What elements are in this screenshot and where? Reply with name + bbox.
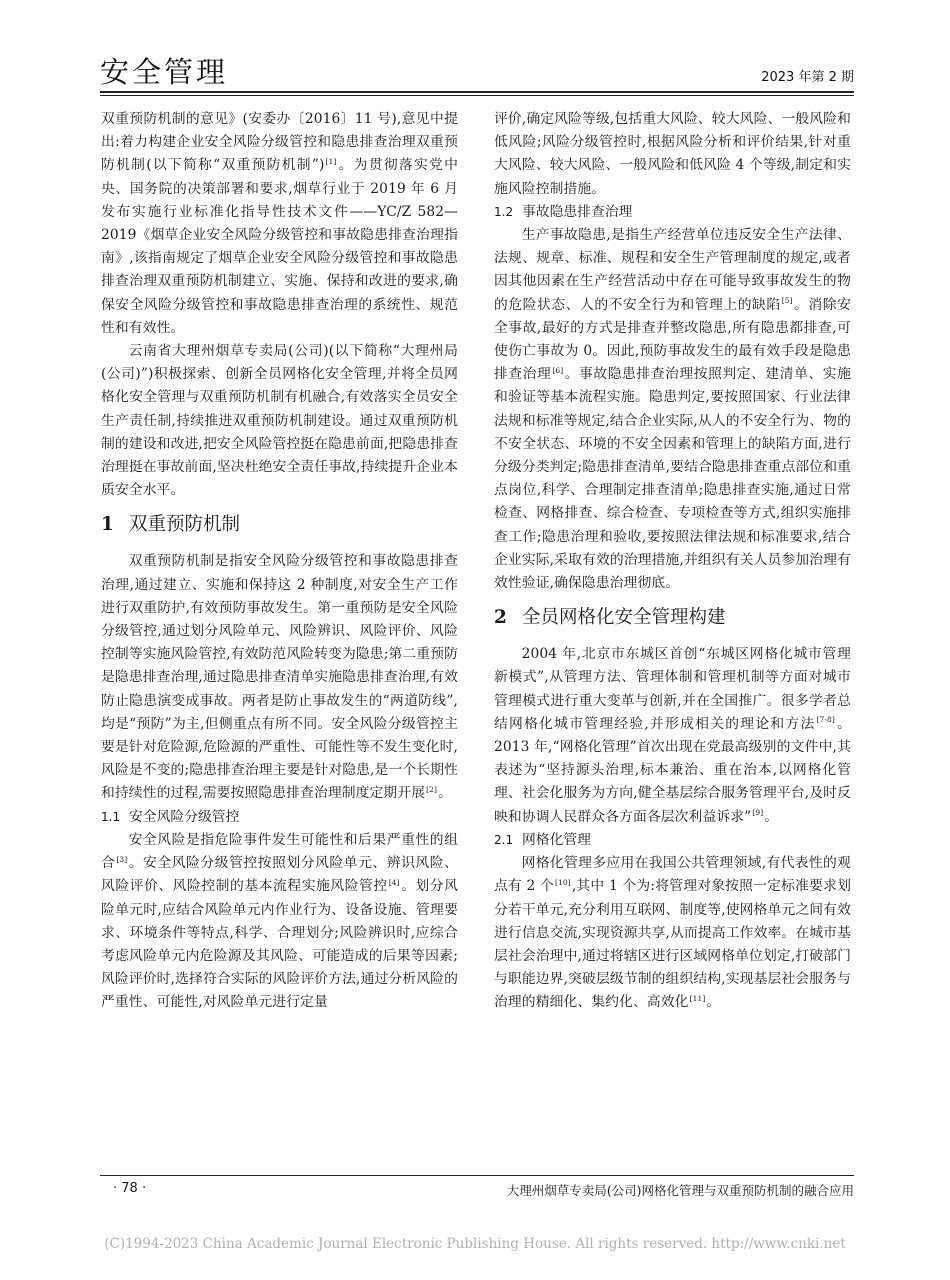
header-rule — [100, 91, 854, 93]
citation[interactable]: [3] — [116, 854, 128, 864]
page-number: · 78 · — [113, 1181, 147, 1196]
section-heading-2: 2 全员网格化安全管理构建 — [494, 607, 726, 629]
citation[interactable]: [9] — [752, 808, 764, 818]
citation[interactable]: [1] — [325, 156, 337, 166]
paragraph: 评价,确定风险等级,包括重大风险、较大风险、一般风险和低风险;风险分级管控时,根据风险分析和评价结果,针对重大风险、较大风险、一般风险和低风险 4 个等级,制定和实施风险控制措施。 — [494, 111, 851, 197]
header-rule-thin — [100, 95, 854, 96]
paragraph: 2004 年,北京市东城区首创“东城区网格化城市管理新模式”,从管理方法、管理体制和管理机制等方面对城市管理模式进行重大变革与创新,并在全国推广。很多学者总结网格化城市管理经验,并形成相关的理论和方法[7-8]。2013 年,“网格化管理”首次出现在党最高级别的文件中,其表述为“坚持源头治理,标本兼治、重在治本,以网格化管理、社会化服务为方向,健全基层综合服务管理平台,及时反映和协调人民群众各方面各层次利益诉求”[9]。 — [494, 646, 851, 825]
citation[interactable]: [10] — [555, 877, 571, 887]
subsection-heading-2-1: 2.1 网格化管理 — [494, 831, 591, 848]
paragraph: 双重预防机制的意见》(安委办〔2016〕11 号),意见中提出:着力构建企业安全风险分级管控和隐患排查治理双重预防机制(以下简称“双重预防机制”)[1]。为贯彻落实党中央、国务院的决策部署和要求,烟草行业于 2019 年 6 月发布实施行业标准化指导性技术文件——YC/Z 582—2019《烟草企业安全风险分级管控和事故隐患排查治理指南》,该指南规定了烟草企业安全风险分级管控和事故隐患排查治理双重预防机制建立、实施、保持和改进的要求,确保安全风险分级管控和事故隐患排查治理的系统性、规范性和有效性。 — [101, 111, 458, 336]
journal-title: 安全管理 — [100, 55, 229, 89]
paragraph: 云南省大理州烟草专卖局(公司)(以下简称“大理州局(公司)”)积极探索、创新全员网格化安全管理,并将全员网格化安全管理与双重预防机制有机融合,有效落实全员安全生产责任制,持续推进双重预防机制建设。通过双重预防机制的建设和改进,把安全风险管控挺在隐患前面,把隐患排查治理挺在事故前面,坚决杜绝安全责任事故,持续提升企业本质安全水平。 — [101, 343, 458, 499]
citation[interactable]: [7-8] — [816, 715, 835, 725]
subsection-heading-1-1: 1.1 安全风险分级管控 — [101, 808, 240, 825]
copyright-notice: (C)1994-2023 China Academic Journal Electronic Publishing House. All rights reserved. http://www.cnki.net — [104, 1236, 846, 1252]
right-column — [494, 108, 851, 1015]
paragraph: 安全风险是指危险事件发生可能性和后果严重性的组合[3]。安全风险分级管控按照划分风险单元、辨识风险、风险评价、风险控制的基本流程实施风险管控[4]。划分风险单元时,应结合风险单元内作业行为、设备设施、管理要求、环境条件等特点,科学、合理划分;风险辨识时,应综合考虑风险单元内危险源及其风险、可能造成的后果等因素;风险评价时,选择符合实际的风险评价方法,通过分析风险的严重性、可能性,对风险单元进行定量 — [101, 831, 458, 1011]
citation[interactable]: [6] — [552, 365, 564, 375]
running-title: 大理州烟草专卖局(公司)网格化管理与双重预防机制的融合应用 — [506, 1183, 854, 1198]
section-heading-1: 1 双重预防机制 — [101, 514, 241, 536]
citation[interactable]: [5] — [781, 296, 793, 306]
left-column — [101, 108, 458, 1015]
paragraph: 网格化管理多应用在我国公共管理领域,有代表性的观点有 2 个[10],其中 1 个为:将管理对象按照一定标准要求划分若干单元,充分利用互联网、制度等,使网格单元之间有效进行信息交流,实现资源共享,从而提高工作效率。在城市基层社会治理中,通过将辖区进行区域网格单位划定,打破部门与职能边界,突破层级节制的组织结构,实现基层社会服务与治理的精细化、集约化、高效化[11]。 — [494, 855, 851, 1011]
citation[interactable]: [2] — [426, 784, 438, 794]
issue-label: 2023 年第 2 期 — [761, 70, 854, 85]
citation[interactable]: [11] — [689, 993, 706, 1003]
citation[interactable]: [4] — [388, 877, 400, 887]
footer-rule — [100, 1175, 854, 1176]
subsection-heading-1-2: 1.2 事故隐患排查治理 — [494, 203, 633, 220]
paragraph: 生产事故隐患,是指生产经营单位违反安全生产法律、法规、规章、标准、规程和安全生产管理制度的规定,或者因其他因素在生产经营活动中存在可能导致事故发生的物的危险状态、人的不安全行为和管理上的缺陷[5]。消除安全事故,最好的方式是排查并整改隐患,所有隐患都排查,可使伤亡事故为 0。因此,预防事故发生的最有效手段是隐患排查治理[6]。事故隐患排查治理按照判定、建清单、实施和验证等基本流程实施。隐患判定,要按照国家、行业法律法规和标准等规定,结合企业实际,从人的不安全行为、物的不安全状态、环境的不安全因素和管理上的缺陷方面,进行分级分类判定;隐患排查清单,要结合隐患排查重点部位和重点岗位,科学、合理制定排查清单;隐患排查实施,通过日常检查、网格排查、综合检查、专项检查等方式,组织实施排查工作;隐患治理和验收,要按照法律法规和标准要求,结合企业实际,采取有效的治理措施,并组织有关人员参加治理有效性验证,确保隐患治理彻底。 — [494, 227, 851, 592]
paragraph: 双重预防机制是指安全风险分级管控和事故隐患排查治理,通过建立、实施和保持这 2 种制度,对安全生产工作进行双重防护,有效预防事故发生。第一重预防是安全风险分级管控,通过划分风险单元、风险辨识、风险评价、风险控制等实施风险管控,有效防范风险转变为隐患;第二重预防是隐患排查治理,通过隐患排查清单实施隐患排查治理,有效防止隐患演变成事故。两者是防止事故发生的“两道防线”,均是“预防”为主,但侧重点有所不同。安全风险分级管控主要是针对危险源,危险源的严重性、可能性等不发生变化时,风险是不变的;隐患排查治理主要是针对隐患,是一个长期性和持续性的过程,需要按照隐患排查治理制度定期开展[2]。 — [101, 553, 458, 802]
